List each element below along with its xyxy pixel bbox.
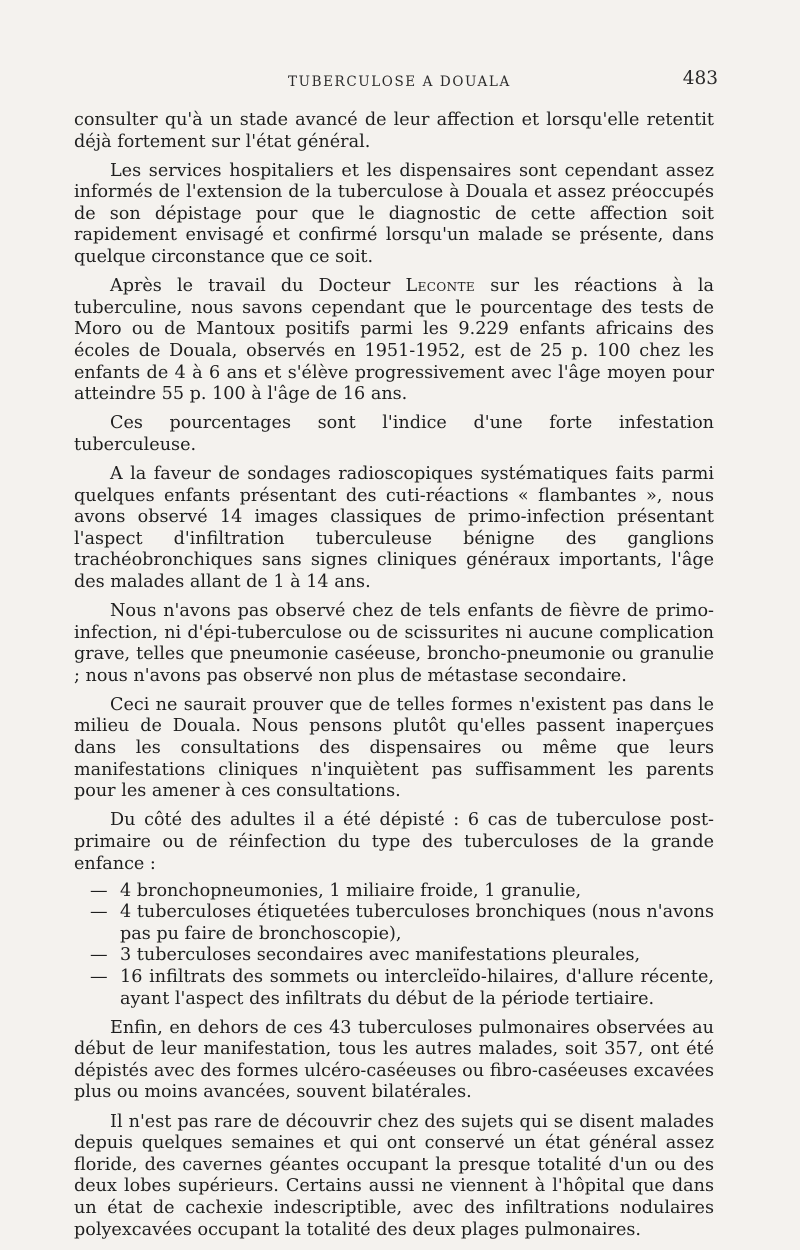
list-item-text: 4 tuberculoses étiquetées tuberculoses bronchiques (nous n'avons pas pu faire de bronchoscopie), (120, 902, 714, 944)
list-item (74, 967, 714, 1010)
body-text (74, 110, 714, 1241)
running-title: TUBERCULOSE A DOUALA (288, 74, 511, 90)
paragraph-3-start: Après le travail du Docteur (110, 276, 406, 297)
running-head (74, 68, 718, 100)
author-name: Leconte (405, 276, 476, 297)
page-number: 483 (682, 68, 718, 89)
paragraph-1: consulter qu'à un stade avancé de leur affection et lorsqu'elle retentit déjà fortement sur l'état général. (74, 110, 714, 152)
paragraph-4: Ces pourcentages sont l'indice d'une forte infestation tuberculeuse. (74, 413, 714, 455)
list-dash: — (90, 880, 108, 901)
paragraph-10: Il n'est pas rare de découvrir chez des sujets qui se disent malades depuis quelques semaines et qui ont conservé un état général assez floride, des cavernes géantes occupant la presque totalité d'un ou des deux lobes supérieurs. Certains aussi ne viennent à l'hôpital que dans un état de cachexie indescriptible, avec des infiltrations nodulaires polyexcavées occupant la totalité des deux plages pulmonaires. (74, 1111, 714, 1240)
list-dash: — (90, 945, 108, 966)
paragraph-3-end: sur les réactions à la tuberculine, nous savons cependant que le pourcentage des tests de Moro ou de Mantoux positifs parmi les 9.229 enfants africains des écoles de Douala, observés en 1951-1952, est de 25 p. 100 chez les enfants de 4 à 6 ans et s'élève progressivement avec l'âge moyen pour atteindre 55 p. 100 à l'âge de 16 ans. (74, 276, 714, 405)
paragraph-2: Les services hospitaliers et les dispensaires sont cependant assez informés de l'extension de la tuberculose à Douala et assez préoccupés de son dépistage pour que le diagnostic de cette affection soit rapidement envisagé et confirmé lorsqu'un malade se présente, dans quelque circonstance que ce soit. (74, 160, 714, 268)
paragraph-3 (74, 276, 714, 406)
paragraph-7: Ceci ne saurait prouver que de telles formes n'existent pas dans le milieu de Douala. Nous pensons plutôt qu'elles passent inaperçues dans les consultations des dispensaires ou même que leurs manifestations cliniques n'inquiètent pas suffisamment les parents pour les amener à ces consultations. (74, 694, 714, 802)
list-item (74, 881, 714, 903)
list-item-text: 4 bronchopneumonies, 1 miliaire froide, 1 granulie, (120, 880, 582, 901)
case-list (74, 881, 714, 1011)
list-dash: — (90, 902, 108, 923)
list-item-text: 16 infiltrats des sommets ou intercleïdo-hilaires, d'allure récente, ayant l'aspect des infiltrats du début de la période tertiaire. (120, 966, 714, 1009)
paragraph-9: Enfin, en dehors de ces 43 tuberculoses pulmonaires observées au début de leur manifestation, tous les autres malades, soit 357, ont été dépistés avec des formes ulcéro-caséeuses ou fibro-caséeuses excavées plus ou moins avancées, souvent bilatérales. (74, 1017, 714, 1103)
paragraph-6: Nous n'avons pas observé chez de tels enfants de fièvre de primo-infection, ni d'épi-tuberculose ou de scissurites ni aucune complication grave, telles que pneumonie caséeuse, broncho-pneumonie ou granulie ; nous n'avons pas observé non plus de métastase secondaire. (74, 600, 714, 686)
list-item (74, 902, 714, 945)
list-item-text: 3 tuberculoses secondaires avec manifestations pleurales, (120, 945, 641, 966)
paragraph-8: Du côté des adultes il a été dépisté : 6 cas de tuberculose post-primaire ou de réinfection du type des tuberculoses de la grande enfance : (74, 810, 714, 874)
list-item (74, 945, 714, 967)
list-dash: — (90, 966, 108, 987)
paragraph-5: A la faveur de sondages radioscopiques systématiques faits parmi quelques enfants présentant des cuti-réactions « flambantes », nous avons observé 14 images classiques de primo-infection présentant l'aspect d'infiltration tuberculeuse bénigne des ganglions trachéobronchiques sans signes cliniques généraux importants, l'âge des malades allant de 1 à 14 ans. (74, 463, 714, 592)
